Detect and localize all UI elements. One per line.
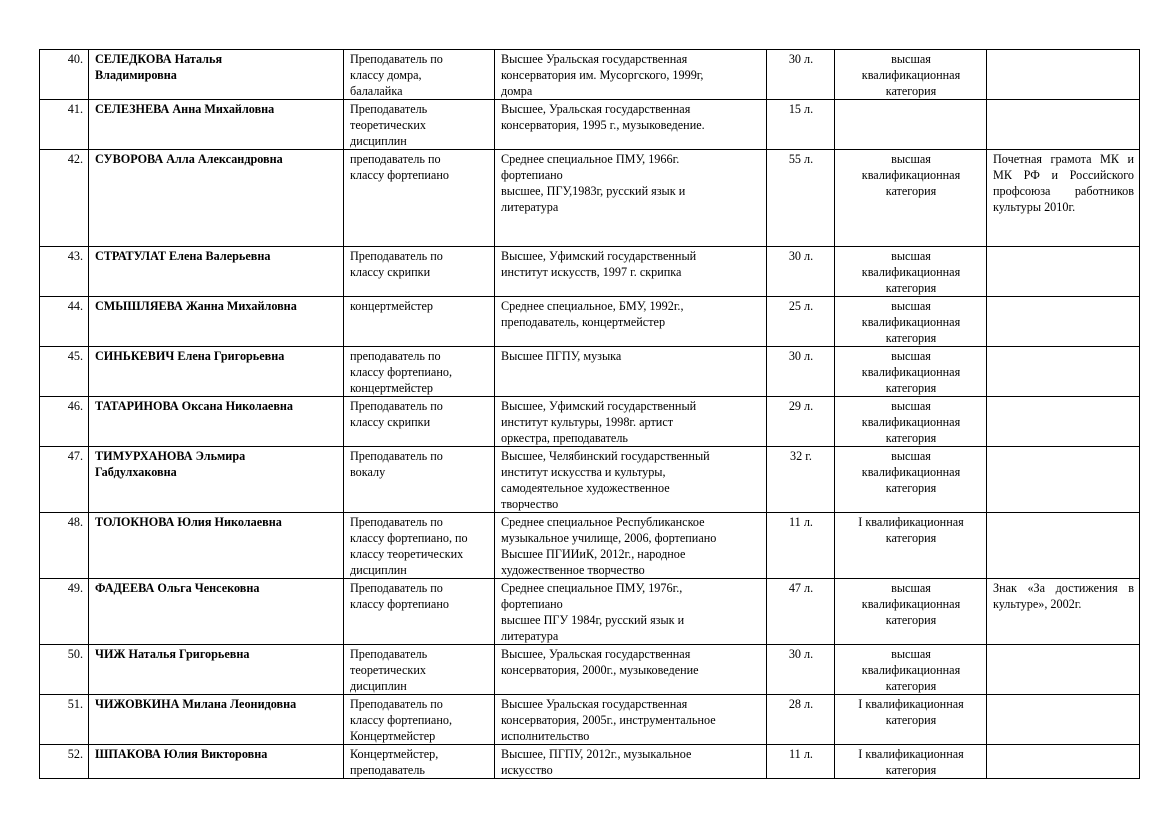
row-number: 51. [40, 695, 89, 745]
table-row [40, 247, 1140, 297]
employee-name: СУВОРОВА Алла Александровна [89, 150, 344, 247]
employee-education: Высшее, Уральская государственная консерватория, 1995 г., музыковедение. [495, 100, 767, 150]
employee-name: СИНЬКЕВИЧ Елена Григорьевна [89, 347, 344, 397]
table-row [40, 347, 1140, 397]
employee-awards [987, 695, 1140, 745]
employee-experience: 28 л. [767, 695, 835, 745]
table-row [40, 695, 1140, 745]
employee-awards: Почетная грамота МК и МК РФ и Российского профсоюза работников культуры 2010г. [987, 150, 1140, 247]
row-number: 47. [40, 447, 89, 513]
employee-awards [987, 447, 1140, 513]
employee-name: СМЫШЛЯЕВА Жанна Михайловна [89, 297, 344, 347]
employee-education: Высшее, Уфимский государственный институт культуры, 1998г. артист оркестра, преподаватель [495, 397, 767, 447]
employee-education: Среднее специальное, БМУ, 1992г., преподаватель, концертмейстер [495, 297, 767, 347]
employee-experience: 30 л. [767, 247, 835, 297]
table-row [40, 297, 1140, 347]
employee-name: СТРАТУЛАТ Елена Валерьевна [89, 247, 344, 297]
qualification-category: высшая квалификационная категория [835, 579, 987, 645]
employee-experience: 29 л. [767, 397, 835, 447]
employee-experience: 30 л. [767, 347, 835, 397]
employee-awards [987, 397, 1140, 447]
qualification-category [835, 100, 987, 150]
qualification-category: высшая квалификационная категория [835, 347, 987, 397]
qualification-category: I квалификационная категория [835, 695, 987, 745]
row-number: 41. [40, 100, 89, 150]
employee-awards [987, 645, 1140, 695]
table-row [40, 397, 1140, 447]
row-number: 40. [40, 50, 89, 100]
employee-experience: 30 л. [767, 50, 835, 100]
employee-education: Высшее Уральская государственная консерватория, 2005г., инструментальное исполнительство [495, 695, 767, 745]
employee-name: ЧИЖ Наталья Григорьевна [89, 645, 344, 695]
row-number: 43. [40, 247, 89, 297]
employee-position: Преподаватель по классу фортепиано, по классу теоретических дисциплин [344, 513, 495, 579]
employee-education: Высшее, Уфимский государственный институт искусств, 1997 г. скрипка [495, 247, 767, 297]
employee-name: ЧИЖОВКИНА Милана Леонидовна [89, 695, 344, 745]
employee-experience: 32 г. [767, 447, 835, 513]
row-number: 48. [40, 513, 89, 579]
employee-experience: 11 л. [767, 745, 835, 779]
table-row [40, 50, 1140, 100]
employee-name: СЕЛЕЗНЕВА Анна Михайловна [89, 100, 344, 150]
employee-awards [987, 297, 1140, 347]
row-number: 46. [40, 397, 89, 447]
employee-education: Высшее, Челябинский государственный институт искусства и культуры, самодеятельное художественное творчество [495, 447, 767, 513]
qualification-category: высшая квалификационная категория [835, 150, 987, 247]
table-row [40, 100, 1140, 150]
table-row [40, 150, 1140, 247]
row-number: 50. [40, 645, 89, 695]
row-number: 52. [40, 745, 89, 779]
employee-name: ФАДЕЕВА Ольга Ченсековна [89, 579, 344, 645]
employee-experience: 25 л. [767, 297, 835, 347]
qualification-category: высшая квалификационная категория [835, 447, 987, 513]
employee-education: Высшее Уральская государственная консерватория им. Мусоргского, 1999г, домра [495, 50, 767, 100]
employee-position: преподаватель по классу фортепиано [344, 150, 495, 247]
row-number: 49. [40, 579, 89, 645]
qualification-category: высшая квалификационная категория [835, 397, 987, 447]
employee-education: Среднее специальное ПМУ, 1966г. фортепиано высшее, ПГУ,1983г, русский язык и литература [495, 150, 767, 247]
employee-experience: 55 л. [767, 150, 835, 247]
employee-position: Преподаватель по вокалу [344, 447, 495, 513]
employee-position: Преподаватель по классу фортепиано [344, 579, 495, 645]
row-number: 42. [40, 150, 89, 247]
employee-experience: 11 л. [767, 513, 835, 579]
qualification-category: высшая квалификационная категория [835, 645, 987, 695]
employee-education: Среднее специальное ПМУ, 1976г., фортепиано высшее ПГУ 1984г, русский язык и литература [495, 579, 767, 645]
employee-name: ШПАКОВА Юлия Викторовна [89, 745, 344, 779]
employee-name: ТАТАРИНОВА Оксана Николаевна [89, 397, 344, 447]
employee-awards [987, 513, 1140, 579]
staff-table [39, 49, 1140, 779]
employee-name: ТОЛОКНОВА Юлия Николаевна [89, 513, 344, 579]
row-number: 45. [40, 347, 89, 397]
table-row [40, 513, 1140, 579]
employee-position: Преподаватель по классу фортепиано, Концертмейстер [344, 695, 495, 745]
qualification-category: высшая квалификационная категория [835, 247, 987, 297]
table-row [40, 447, 1140, 513]
qualification-category: высшая квалификационная категория [835, 50, 987, 100]
employee-position: Преподаватель теоретических дисциплин [344, 100, 495, 150]
employee-education: Высшее, Уральская государственная консерватория, 2000г., музыковедение [495, 645, 767, 695]
employee-position: Концертмейстер, преподаватель [344, 745, 495, 779]
employee-awards [987, 50, 1140, 100]
employee-awards [987, 100, 1140, 150]
employee-education: Высшее ПГПУ, музыка [495, 347, 767, 397]
employee-name: СЕЛЕДКОВА Наталья Владимировна [89, 50, 344, 100]
employee-name: ТИМУРХАНОВА Эльмира Габдулхаковна [89, 447, 344, 513]
employee-awards [987, 347, 1140, 397]
employee-experience: 30 л. [767, 645, 835, 695]
employee-experience: 15 л. [767, 100, 835, 150]
row-number: 44. [40, 297, 89, 347]
employee-education: Среднее специальное Республиканское музыкальное училище, 2006, фортепиано Высшее ПГИИиК, 2012г., народное художественное творчество [495, 513, 767, 579]
employee-position: Преподаватель по классу скрипки [344, 247, 495, 297]
qualification-category: I квалификационная категория [835, 745, 987, 779]
qualification-category: I квалификационная категория [835, 513, 987, 579]
employee-position: концертмейстер [344, 297, 495, 347]
qualification-category: высшая квалификационная категория [835, 297, 987, 347]
employee-awards: Знак «За достижения в культуре», 2002г. [987, 579, 1140, 645]
employee-position: Преподаватель по классу скрипки [344, 397, 495, 447]
staff-table-body [40, 50, 1140, 779]
employee-experience: 47 л. [767, 579, 835, 645]
employee-position: Преподаватель по классу домра, балалайка [344, 50, 495, 100]
employee-awards [987, 247, 1140, 297]
table-row [40, 645, 1140, 695]
table-row [40, 745, 1140, 779]
table-row [40, 579, 1140, 645]
employee-awards [987, 745, 1140, 779]
employee-education: Высшее, ПГПУ, 2012г., музыкальное искусство [495, 745, 767, 779]
employee-position: Преподаватель теоретических дисциплин [344, 645, 495, 695]
employee-position: преподаватель по классу фортепиано, концертмейстер [344, 347, 495, 397]
